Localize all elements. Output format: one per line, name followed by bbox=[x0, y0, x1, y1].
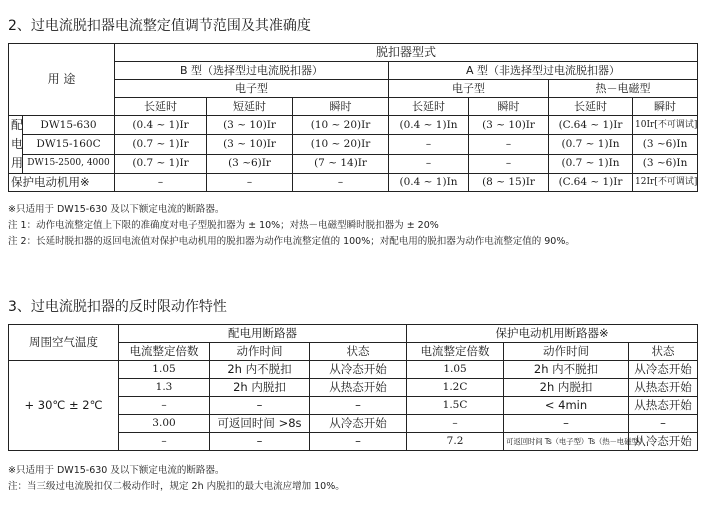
table-cell: 3.00 bbox=[119, 415, 210, 433]
table-cell: 2h 内不脱扣 bbox=[210, 361, 310, 379]
table-cell: (0.7 ~ 1)In bbox=[549, 135, 633, 154]
table-cell: (3 ~6)Ir bbox=[207, 154, 293, 173]
table-cell: 1.05 bbox=[119, 361, 210, 379]
table-cell: (0.4 ~ 1)In bbox=[389, 174, 469, 192]
table-cell: < 4min bbox=[504, 397, 629, 415]
section1-title: 2、过电流脱扣器电流整定值调节范围及其准确度 bbox=[8, 18, 311, 34]
table-cell: – bbox=[310, 433, 407, 451]
b-type-header: B 型（选择型过电流脱扣器） bbox=[115, 62, 389, 80]
motor-breaker-header: 保护电动机用断路器※ bbox=[407, 325, 698, 343]
table-cell: 可返回时间 Ts（电子型）Ts（热－电磁型） bbox=[504, 433, 629, 451]
a-e-instant-header: 瞬时 bbox=[469, 98, 549, 116]
b-electronic-header: 电子型 bbox=[115, 80, 389, 98]
table-cell: 从冷态开始 bbox=[629, 361, 698, 379]
motor-protection-label: 保护电动机用※ bbox=[9, 174, 115, 192]
table-cell: 2h 内脱扣 bbox=[210, 379, 310, 397]
table-cell: 从冷态开始 bbox=[310, 361, 407, 379]
table-cell: – bbox=[407, 415, 504, 433]
section1-note-star: ※只适用于 DW15-630 及以下额定电流的断路器。 bbox=[8, 204, 225, 215]
table-cell: 从热态开始 bbox=[629, 379, 698, 397]
table-cell: 7.2 bbox=[407, 433, 504, 451]
distribution-side-label: 配 电 用 bbox=[9, 116, 23, 174]
table-cell: – bbox=[389, 154, 469, 173]
table-cell: (0.4 ~ 1)In bbox=[389, 116, 469, 135]
table-cell: (C.64 ~ 1)Ir bbox=[549, 116, 633, 135]
table-cell: – bbox=[293, 174, 389, 192]
table-cell: – bbox=[469, 154, 549, 173]
a-t-instant-header: 瞬时 bbox=[633, 98, 698, 116]
table-inverse-time bbox=[8, 324, 698, 451]
b-instant-header: 瞬时 bbox=[293, 98, 389, 116]
table-cell: (10 ~ 20)Ir bbox=[293, 135, 389, 154]
table-release-range bbox=[8, 43, 698, 192]
distribution-breaker-header: 配电用断路器 bbox=[119, 325, 407, 343]
a-thermal-header: 热－电磁型 bbox=[549, 80, 698, 98]
table-cell: – bbox=[207, 174, 293, 192]
motor-action-time-header: 动作时间 bbox=[504, 343, 629, 361]
table-cell: 2h 内脱扣 bbox=[504, 379, 629, 397]
table-cell: (3 ~6)In bbox=[633, 135, 698, 154]
temperature-cell: + 30℃ ± 2℃ bbox=[9, 361, 119, 451]
table-cell: (0.7 ~ 1)Ir bbox=[115, 135, 207, 154]
usage-header: 用 途 bbox=[9, 44, 115, 116]
table-cell: 1.5C bbox=[407, 397, 504, 415]
table-cell: 从热态开始 bbox=[310, 379, 407, 397]
table-cell: (3 ~ 10)Ir bbox=[469, 116, 549, 135]
motor-multiple-header: 电流整定倍数 bbox=[407, 343, 504, 361]
table-cell: 10Ir[不可调试] bbox=[633, 116, 698, 135]
table-cell: (0.7 ~ 1)Ir bbox=[115, 154, 207, 173]
section1-note-1: 注 1：动作电流整定值上下限的准确度对电子型脱扣器为 ± 10%；对热－电磁型瞬时脱扣器为 ± 20% bbox=[8, 220, 439, 231]
table-cell: – bbox=[119, 397, 210, 415]
section2-note-star: ※只适用于 DW15-630 及以下额定电流的断路器。 bbox=[8, 465, 225, 476]
table-cell: (C.64 ~ 1)Ir bbox=[549, 174, 633, 192]
ambient-temp-header: 周围空气温度 bbox=[9, 325, 119, 361]
table-cell: – bbox=[469, 135, 549, 154]
a-type-header: A 型（非选择型过电流脱扣器） bbox=[389, 62, 698, 80]
release-type-header: 脱扣器型式 bbox=[115, 44, 698, 62]
model-dw15-1600: DW15-160C bbox=[23, 135, 115, 154]
table-cell: 可返回时间 >8s bbox=[210, 415, 310, 433]
a-e-long-delay-header: 长延时 bbox=[389, 98, 469, 116]
table-cell: (0.4 ~ 1)Ir bbox=[115, 116, 207, 135]
section2-title: 3、过电流脱扣器的反时限动作特性 bbox=[8, 299, 227, 315]
table-cell: – bbox=[210, 433, 310, 451]
table-cell: 1.2C bbox=[407, 379, 504, 397]
table-cell: (7 ~ 14)Ir bbox=[293, 154, 389, 173]
table-cell: 1.05 bbox=[407, 361, 504, 379]
b-short-delay-header: 短延时 bbox=[207, 98, 293, 116]
table-cell: – bbox=[389, 135, 469, 154]
table-cell: (10 ~ 20)Ir bbox=[293, 116, 389, 135]
model-dw15-630: DW15-630 bbox=[23, 116, 115, 135]
section2-note-1: 注：当三级过电流脱扣仅二极动作时，规定 2h 内脱扣的最大电流应增加 10%。 bbox=[8, 481, 345, 492]
dist-state-header: 状态 bbox=[310, 343, 407, 361]
table-cell: – bbox=[210, 397, 310, 415]
table-cell: 12Ir[不可调试] bbox=[633, 174, 698, 192]
model-dw15-2500-4000: DW15-2500, 4000 bbox=[23, 154, 115, 173]
table-cell: – bbox=[310, 397, 407, 415]
table-cell: – bbox=[115, 174, 207, 192]
table-cell: (8 ~ 15)Ir bbox=[469, 174, 549, 192]
table-cell: (3 ~6)In bbox=[633, 154, 698, 173]
b-long-delay-header: 长延时 bbox=[115, 98, 207, 116]
table-cell: (3 ~ 10)Ir bbox=[207, 116, 293, 135]
table-cell: 1.3 bbox=[119, 379, 210, 397]
a-electronic-header: 电子型 bbox=[389, 80, 549, 98]
table-cell: 从冷态开始 bbox=[629, 433, 698, 451]
table-cell: (3 ~ 10)Ir bbox=[207, 135, 293, 154]
table-cell: – bbox=[119, 433, 210, 451]
table-cell: 从热态开始 bbox=[629, 397, 698, 415]
dist-action-time-header: 动作时间 bbox=[210, 343, 310, 361]
a-t-long-delay-header: 长延时 bbox=[549, 98, 633, 116]
table-cell: – bbox=[504, 415, 629, 433]
motor-state-header: 状态 bbox=[629, 343, 698, 361]
dist-multiple-header: 电流整定倍数 bbox=[119, 343, 210, 361]
table-cell: 从冷态开始 bbox=[310, 415, 407, 433]
table-cell: (0.7 ~ 1)In bbox=[549, 154, 633, 173]
table-cell: – bbox=[629, 415, 698, 433]
table-cell: 2h 内不脱扣 bbox=[504, 361, 629, 379]
section1-note-2: 注 2：长延时脱扣器的返回电流值对保护电动机用的脱扣器为动作电流整定值的 100%；对配电用的脱扣器为动作电流整定值的 90%。 bbox=[8, 236, 575, 247]
